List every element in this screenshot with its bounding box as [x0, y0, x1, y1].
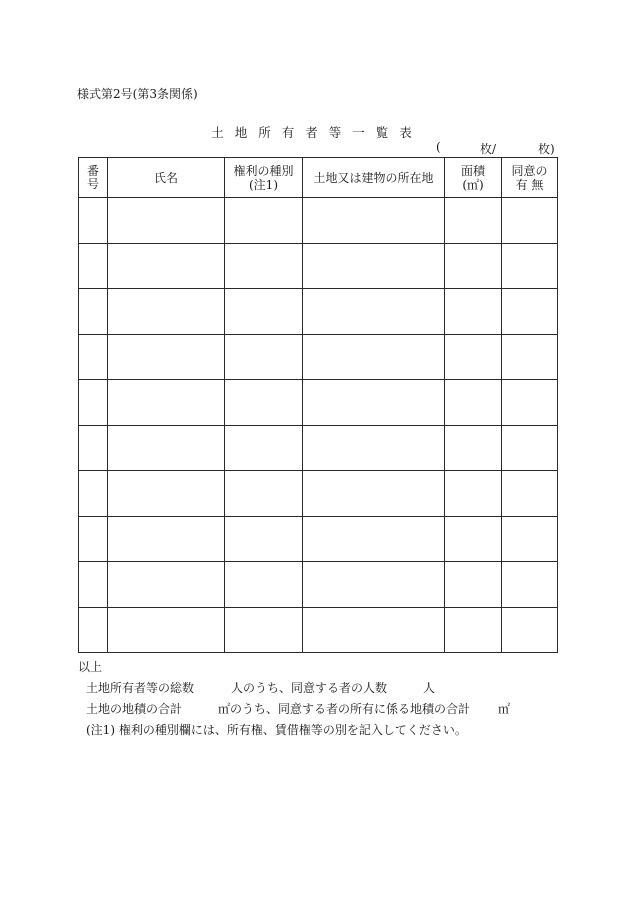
- cell-number[interactable]: [79, 198, 108, 244]
- cell-number[interactable]: [79, 471, 108, 517]
- cell-name[interactable]: [108, 471, 225, 517]
- end-marker: 以上: [78, 660, 103, 674]
- cell-right-type[interactable]: [225, 334, 303, 380]
- cell-consent[interactable]: [502, 380, 558, 426]
- sheet-count-sheet-label: 枚/: [480, 142, 497, 156]
- cell-name[interactable]: [108, 425, 225, 471]
- cell-number[interactable]: [79, 380, 108, 426]
- cell-consent[interactable]: [502, 607, 558, 653]
- cell-area[interactable]: [445, 607, 502, 653]
- cell-location[interactable]: [303, 289, 445, 335]
- cell-consent[interactable]: [502, 334, 558, 380]
- table-row: [79, 471, 558, 517]
- cell-right-type[interactable]: [225, 380, 303, 426]
- cell-number[interactable]: [79, 562, 108, 608]
- cell-area[interactable]: [445, 425, 502, 471]
- cell-location[interactable]: [303, 380, 445, 426]
- total-area-middle: ㎡のうち、同意する者の所有に係る地積の合計: [218, 702, 471, 716]
- total-owners-suffix: 人: [423, 681, 436, 695]
- header-location: 土地又は建物の所在地: [303, 158, 445, 198]
- cell-area[interactable]: [445, 198, 502, 244]
- header-number: 番 号: [79, 158, 108, 198]
- cell-location[interactable]: [303, 334, 445, 380]
- cell-consent[interactable]: [502, 425, 558, 471]
- cell-area[interactable]: [445, 380, 502, 426]
- cell-right-type[interactable]: [225, 516, 303, 562]
- cell-name[interactable]: [108, 516, 225, 562]
- total-area-suffix: ㎡: [498, 702, 511, 716]
- table-row: [79, 380, 558, 426]
- cell-location[interactable]: [303, 425, 445, 471]
- sheet-count-total-label: 枚): [538, 142, 555, 156]
- header-area: 面積 (㎡): [445, 158, 502, 198]
- cell-consent[interactable]: [502, 289, 558, 335]
- cell-number[interactable]: [79, 607, 108, 653]
- cell-name[interactable]: [108, 607, 225, 653]
- footnote: (注1) 権利の種別欄には、所有権、賃借権等の別を記入してください。: [86, 723, 467, 737]
- cell-name[interactable]: [108, 198, 225, 244]
- cell-number[interactable]: [79, 243, 108, 289]
- cell-consent[interactable]: [502, 562, 558, 608]
- cell-consent[interactable]: [502, 516, 558, 562]
- cell-number[interactable]: [79, 289, 108, 335]
- cell-name[interactable]: [108, 380, 225, 426]
- cell-area[interactable]: [445, 562, 502, 608]
- cell-right-type[interactable]: [225, 198, 303, 244]
- owner-ledger-table: [78, 157, 558, 653]
- cell-right-type[interactable]: [225, 425, 303, 471]
- cell-number[interactable]: [79, 425, 108, 471]
- form-number: 様式第2号(第3条関係): [77, 87, 198, 101]
- total-owners-prefix: 土地所有者等の総数: [86, 681, 195, 695]
- cell-right-type[interactable]: [225, 607, 303, 653]
- cell-location[interactable]: [303, 562, 445, 608]
- header-consent: 同意の 有 無: [502, 158, 558, 198]
- cell-area[interactable]: [445, 289, 502, 335]
- header-name: 氏名: [108, 158, 225, 198]
- cell-number[interactable]: [79, 334, 108, 380]
- cell-location[interactable]: [303, 516, 445, 562]
- cell-location[interactable]: [303, 243, 445, 289]
- cell-consent[interactable]: [502, 243, 558, 289]
- cell-consent[interactable]: [502, 198, 558, 244]
- cell-consent[interactable]: [502, 471, 558, 517]
- table-body: [79, 198, 558, 653]
- cell-name[interactable]: [108, 334, 225, 380]
- cell-area[interactable]: [445, 516, 502, 562]
- table-row: [79, 425, 558, 471]
- cell-location[interactable]: [303, 198, 445, 244]
- cell-location[interactable]: [303, 471, 445, 517]
- cell-right-type[interactable]: [225, 243, 303, 289]
- table-row: [79, 607, 558, 653]
- page-title: 土地所有者等一覧表: [211, 125, 423, 140]
- total-owners-middle: 人のうち、同意する者の人数: [231, 681, 388, 695]
- table-row: [79, 562, 558, 608]
- table-row: [79, 198, 558, 244]
- table-header-row: [79, 158, 558, 198]
- cell-area[interactable]: [445, 471, 502, 517]
- table-row: [79, 243, 558, 289]
- cell-name[interactable]: [108, 562, 225, 608]
- cell-area[interactable]: [445, 334, 502, 380]
- cell-name[interactable]: [108, 289, 225, 335]
- sheet-count-open-paren: (: [436, 140, 441, 154]
- cell-right-type[interactable]: [225, 289, 303, 335]
- cell-area[interactable]: [445, 243, 502, 289]
- sheet-count: [436, 140, 558, 156]
- table-row: [79, 516, 558, 562]
- table-row: [79, 289, 558, 335]
- total-area-prefix: 土地の地積の合計: [86, 702, 183, 716]
- header-right-type: 権利の種別 (注1): [225, 158, 303, 198]
- cell-name[interactable]: [108, 243, 225, 289]
- cell-right-type[interactable]: [225, 562, 303, 608]
- cell-right-type[interactable]: [225, 471, 303, 517]
- cell-number[interactable]: [79, 516, 108, 562]
- table-row: [79, 334, 558, 380]
- cell-location[interactable]: [303, 607, 445, 653]
